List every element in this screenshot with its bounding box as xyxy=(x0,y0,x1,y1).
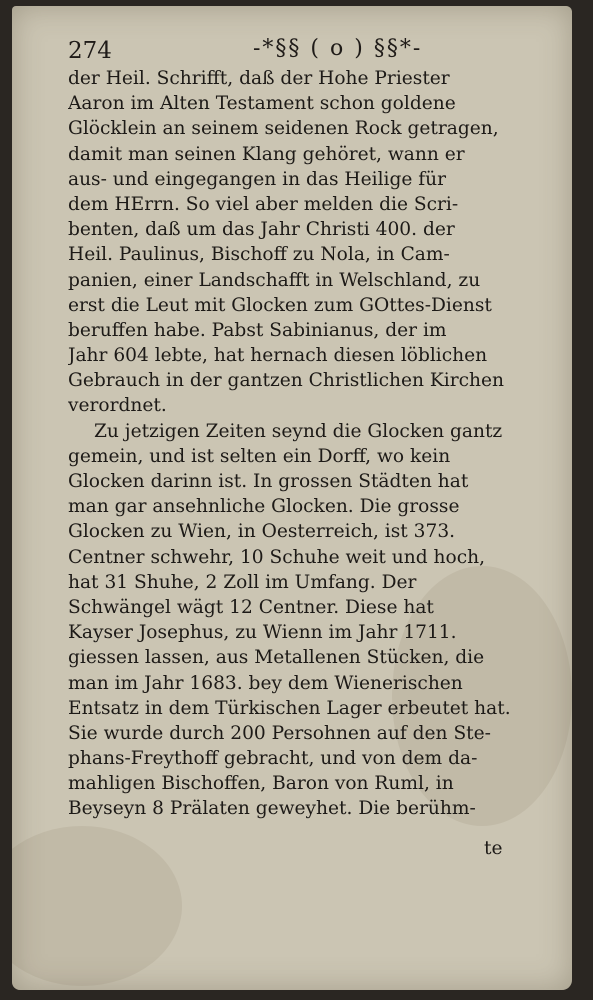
text-line: hat 31 Shuhe, 2 Zoll im Umfang. Der xyxy=(68,571,417,593)
text-line: Aaron im Alten Testament schon goldene xyxy=(68,93,456,115)
catchword: te xyxy=(484,838,503,859)
paper-stain xyxy=(12,826,182,986)
book-page xyxy=(12,6,572,990)
text-line: benten, daß um das Jahr Christi 400. der xyxy=(68,219,455,241)
text-line: Entsatz in dem Türkischen Lager erbeutet hat. xyxy=(68,697,511,719)
text-line: aus- und eingegangen in das Heilige für xyxy=(68,168,447,190)
text-line: damit man seinen Klang gehöret, wann er xyxy=(68,143,465,165)
text-line: Schwängel wägt 12 Centner. Diese hat xyxy=(68,596,434,618)
text-line: beruffen habe. Pabst Sabinianus, der im xyxy=(68,319,447,341)
text-line: verordnet. xyxy=(68,395,167,417)
header-ornament: -*§§ ( o ) §§*- xyxy=(253,36,423,61)
text-line: erst die Leut mit Glocken zum GOttes-Dienst xyxy=(68,294,492,316)
text-line: Gebrauch in der gantzen Christlichen Kirchen xyxy=(68,370,504,392)
text-line: Beyseyn 8 Prälaten geweyhet. Die berühm- xyxy=(68,798,476,820)
text-line: Glöcklein an seinem seidenen Rock getragen, xyxy=(68,118,499,140)
text-line: Glocken zu Wien, in Oesterreich, ist 373. xyxy=(68,521,456,543)
text-line: man im Jahr 1683. bey dem Wienerischen xyxy=(68,672,463,694)
text-line: man gar ansehnliche Glocken. Die grosse xyxy=(68,496,460,518)
text-line: Centner schwehr, 10 Schuhe weit und hoch, xyxy=(68,546,485,568)
text-line: der Heil. Schrifft, daß der Hohe Priester xyxy=(68,68,450,89)
text-line: Glocken darinn ist. In grossen Städten hat xyxy=(68,471,469,492)
text-line: giessen lassen, aus Metallenen Stücken, die xyxy=(68,647,485,669)
text-line: dem HErrn. So viel aber melden die Scri- xyxy=(68,193,459,215)
body-text xyxy=(68,66,550,822)
text-line: mahligen Bischoffen, Baron von Ruml, in xyxy=(68,773,454,795)
text-line: Jahr 604 lebte, hat hernach diesen löblichen xyxy=(68,345,488,367)
text-line: gemein, und ist selten ein Dorff, wo kein xyxy=(68,445,451,467)
text-line: Kayser Josephus, zu Wienn im Jahr 1711. xyxy=(68,622,457,644)
text-line: Heil. Paulinus, Bischoff zu Nola, in Cam- xyxy=(68,244,450,266)
page-header xyxy=(68,36,548,66)
text-line: Sie wurde durch 200 Persohnen auf den Ste- xyxy=(68,722,491,744)
paragraph-start-line: Zu jetzigen Zeiten seynd die Glocken gantz xyxy=(94,420,503,442)
text-line: panien, einer Landschafft in Welschland, zu xyxy=(68,269,481,291)
text-line: phans-Freythoff gebracht, und von dem da- xyxy=(68,748,478,770)
page-number: 274 xyxy=(68,38,112,64)
